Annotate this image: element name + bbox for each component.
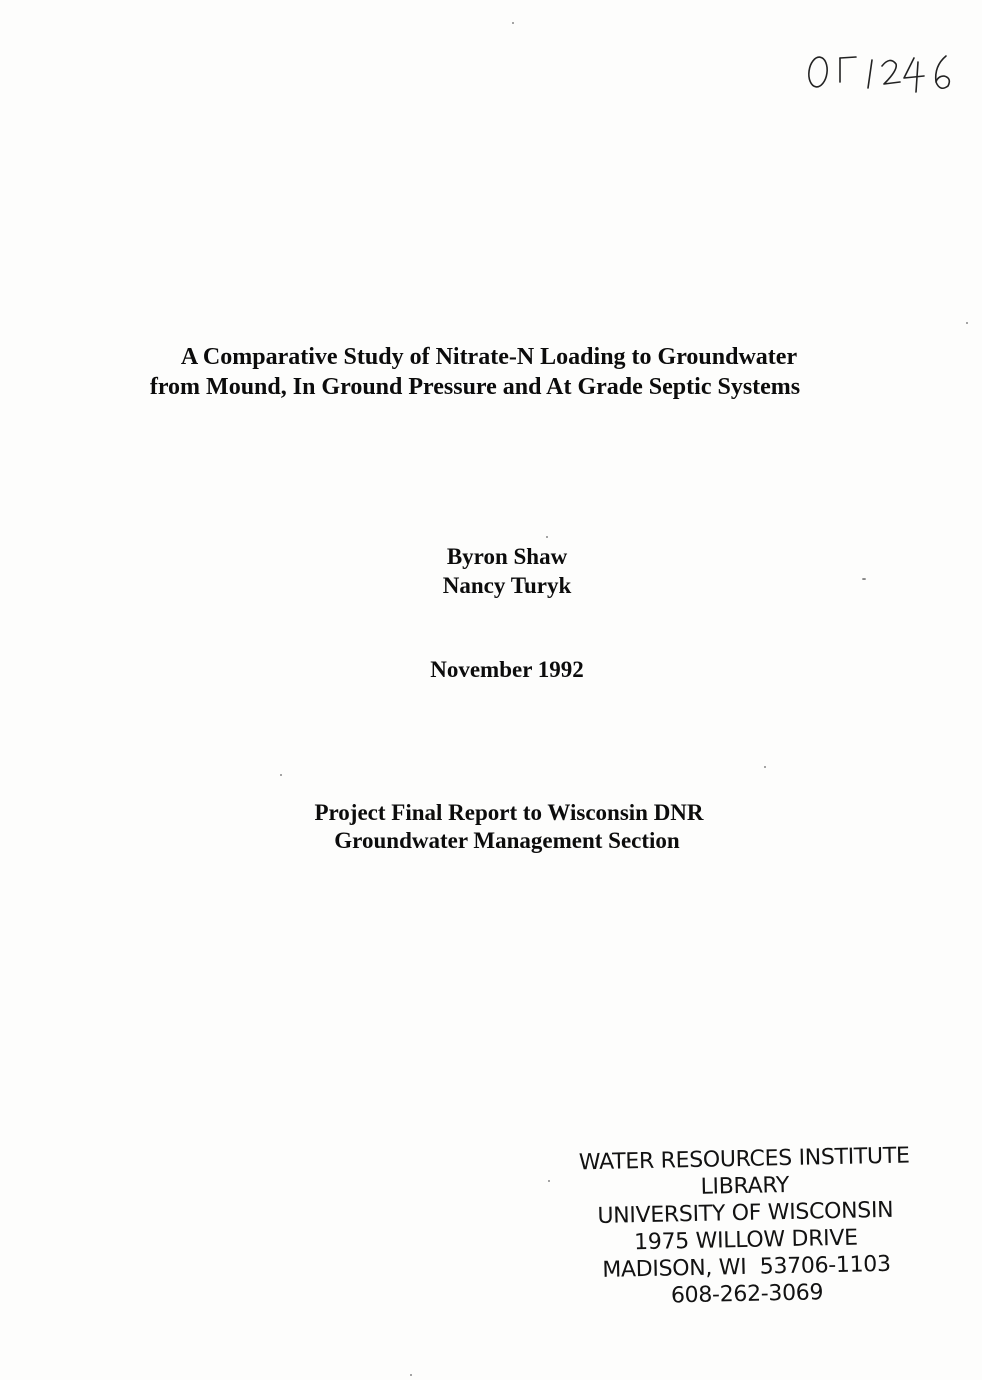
report-recipient-line-2: Groundwater Management Section bbox=[334, 828, 680, 853]
report-title-line-2: from Mound, In Ground Pressure and At Grade Septic Systems bbox=[149, 374, 801, 400]
report-date: November 1992 bbox=[430, 657, 584, 682]
scan-speck bbox=[280, 774, 282, 776]
scan-speck bbox=[966, 322, 968, 324]
scan-speck bbox=[410, 1374, 412, 1376]
scan-speck bbox=[546, 536, 548, 538]
author-name: Byron Shaw bbox=[446, 544, 568, 569]
stamp-library: LIBRARY bbox=[700, 1172, 790, 1200]
stamp-phone: 608-262-3069 bbox=[670, 1280, 824, 1309]
library-stamp bbox=[548, 1142, 943, 1312]
scan-speck bbox=[764, 766, 766, 768]
stamp-city: MADISON, WI 53706-1103 bbox=[602, 1251, 891, 1283]
scan-speck bbox=[862, 578, 866, 580]
stamp-street: 1975 WILLOW DRIVE bbox=[633, 1225, 858, 1256]
scan-speck bbox=[512, 22, 514, 24]
scan-speck bbox=[548, 1180, 550, 1182]
report-recipient-line-1: Project Final Report to Wisconsin DNR bbox=[314, 800, 704, 825]
stamp-institute: WATER RESOURCES INSTITUTE bbox=[578, 1143, 910, 1176]
handwritten-accession-number bbox=[800, 48, 960, 108]
report-title-line-1: A Comparative Study of Nitrate-N Loading to Groundwater bbox=[180, 344, 798, 370]
author-name: Nancy Turyk bbox=[442, 573, 572, 598]
stamp-university: UNIVERSITY OF WISCONSIN bbox=[597, 1197, 894, 1229]
